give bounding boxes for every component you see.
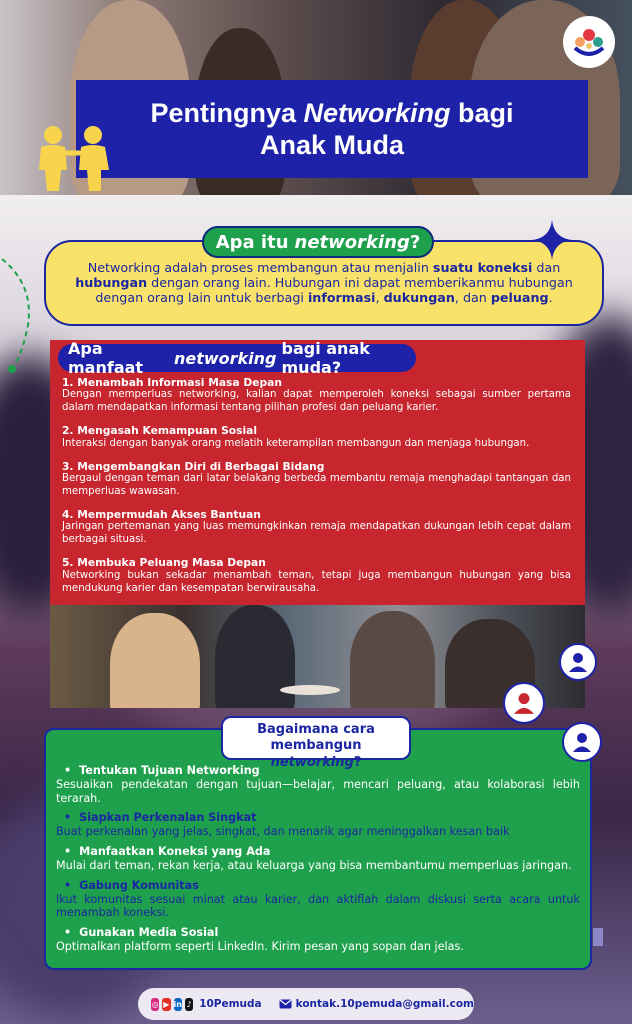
definition-text-4: , [375, 290, 384, 306]
definition-text-6: . [548, 290, 553, 306]
definition-bold-3: informasi [307, 290, 376, 306]
benefit-desc: Jaringan pertemanan yang luas memungkinkan remaja mendapatkan dukungan lebih cepat dalam berbagai situasi. [62, 521, 571, 546]
benefit-title: 4. Mempermudah Akses Bantuan [62, 507, 261, 521]
how-title: • Gunakan Media Sosial [56, 926, 580, 940]
title-prefix: Pentingnya [150, 97, 304, 128]
benefit-title: 2. Mengasah Kemampuan Sosial [62, 424, 258, 438]
how-pill-prefix: membangun [270, 738, 362, 754]
tiktok-icon[interactable]: ♪ [186, 999, 192, 1009]
benefits-pill-prefix: Apa manfaat [68, 339, 144, 377]
definition-text-3: dengan orang lain. Hubungan ini dapat memberikanmu hubungan dengan orang lain untuk berbagi [95, 275, 573, 306]
how-desc: Mulai dari teman, rekan kerja, atau keluarga yang bisa membantumu memperluas jaringan. [56, 858, 572, 872]
how-pill-emphasis: networking [270, 754, 354, 770]
benefit-desc: Dengan memperluas networking, kalian dapat memperoleh koneksi sebagai sumber pertama dalam mendapatkan informasi tentang pilihan profesi dan peluang karier. [62, 389, 571, 414]
how-title: • Gabung Komunitas [56, 879, 580, 893]
how-item [56, 845, 580, 873]
benefit-item [62, 508, 571, 547]
benefit-title: 1. Menambah Informasi Masa Depan [62, 376, 282, 389]
title-suffix: bagi [450, 97, 514, 128]
how-item [56, 811, 580, 839]
how-pill-line1: Bagaimana cara [257, 722, 375, 737]
what-is-networking-heading [202, 226, 434, 258]
definition-text-2: dan [532, 260, 561, 275]
what-pill-emphasis: networking [294, 231, 410, 253]
user-icon [503, 682, 545, 724]
user-icon [559, 643, 597, 681]
benefits-pill-suffix: bagi anak muda? [281, 339, 370, 377]
organization-logo [563, 16, 615, 68]
benefit-desc: Networking bukan sekadar menambah teman, tetapi juga membangun hubungan yang bisa mendukung karier dan kesempatan berwirausaha. [62, 569, 571, 594]
definition-text-1: Networking adalah proses membangun atau menjalin [87, 260, 433, 275]
benefit-title: 5. Membuka Peluang Masa Depan [62, 556, 266, 570]
youtube-icon[interactable]: ▶ [163, 999, 170, 1009]
how-desc: Ikut komunitas sesuai minat atau karier, dan aktiflah dalam diskusi serta acara untuk menambah koneksi. [56, 892, 580, 920]
benefit-item [62, 424, 571, 450]
benefits-pill-emphasis: networking [173, 348, 277, 368]
dashed-line-decoration [0, 255, 40, 389]
benefit-desc: Interaksi dengan banyak orang melatih keterampilan membangun dan menjaga hubungan. [62, 437, 530, 449]
how-title: • Siapkan Perkenalan Singkat [56, 811, 580, 825]
benefit-item [62, 376, 571, 415]
title-line2: Anak Muda [259, 130, 405, 160]
email-contact[interactable] [279, 998, 474, 1010]
social-handle[interactable]: 10Pemuda [199, 998, 262, 1010]
decorative-bar [593, 928, 603, 946]
what-pill-prefix: Apa itu [215, 231, 289, 253]
linkedin-icon[interactable]: in [173, 999, 182, 1009]
star-icon [530, 218, 574, 266]
kids-illustration [33, 125, 118, 199]
user-icon [562, 722, 602, 762]
how-desc: Optimalkan platform seperti LinkedIn. Kirim pesan yang sopan dan jelas. [56, 939, 464, 953]
title-emphasis: Networking [303, 97, 451, 128]
benefit-title: 3. Mengembangkan Diri di Berbagai Bidang [62, 459, 325, 473]
mail-icon [279, 999, 292, 1009]
email-address[interactable]: kontak.10pemuda@gmail.com [295, 998, 474, 1010]
how-title: • Manfaatkan Koneksi yang Ada [56, 845, 580, 859]
how-title: • Tentukan Tujuan Networking [56, 764, 580, 778]
how-item [56, 926, 580, 954]
footer-contact [138, 988, 474, 1020]
how-item [56, 879, 580, 920]
definition-bold-1: suatu koneksi [432, 260, 533, 275]
how-desc: Sesuaikan pendekatan dengan tujuan—belajar, mencari peluang, atau kolaborasi lebih terarah. [56, 778, 580, 805]
benefits-section [50, 340, 585, 608]
what-pill-suffix: ? [409, 231, 421, 253]
how-desc: Buat perkenalan yang jelas, singkat, dan menarik agar meninggalkan kesan baik [56, 825, 510, 839]
how-heading [221, 716, 411, 770]
benefit-desc: Bergaul dengan teman dari latar belakang berbeda membantu remaja menghadapi tantangan dan memperluas wawasan. [62, 472, 571, 497]
benefit-item [62, 460, 571, 499]
how-pill-suffix: ? [353, 754, 362, 770]
page-title [76, 80, 588, 178]
definition-text-5: , dan [454, 290, 491, 306]
definition-bold-2: hubungan [75, 275, 148, 291]
benefit-item [62, 556, 571, 595]
benefits-heading [58, 339, 416, 377]
definition-bold-4: dukungan [383, 290, 455, 306]
definition-bold-5: peluang [490, 290, 549, 306]
instagram-icon[interactable]: ◎ [151, 999, 159, 1009]
